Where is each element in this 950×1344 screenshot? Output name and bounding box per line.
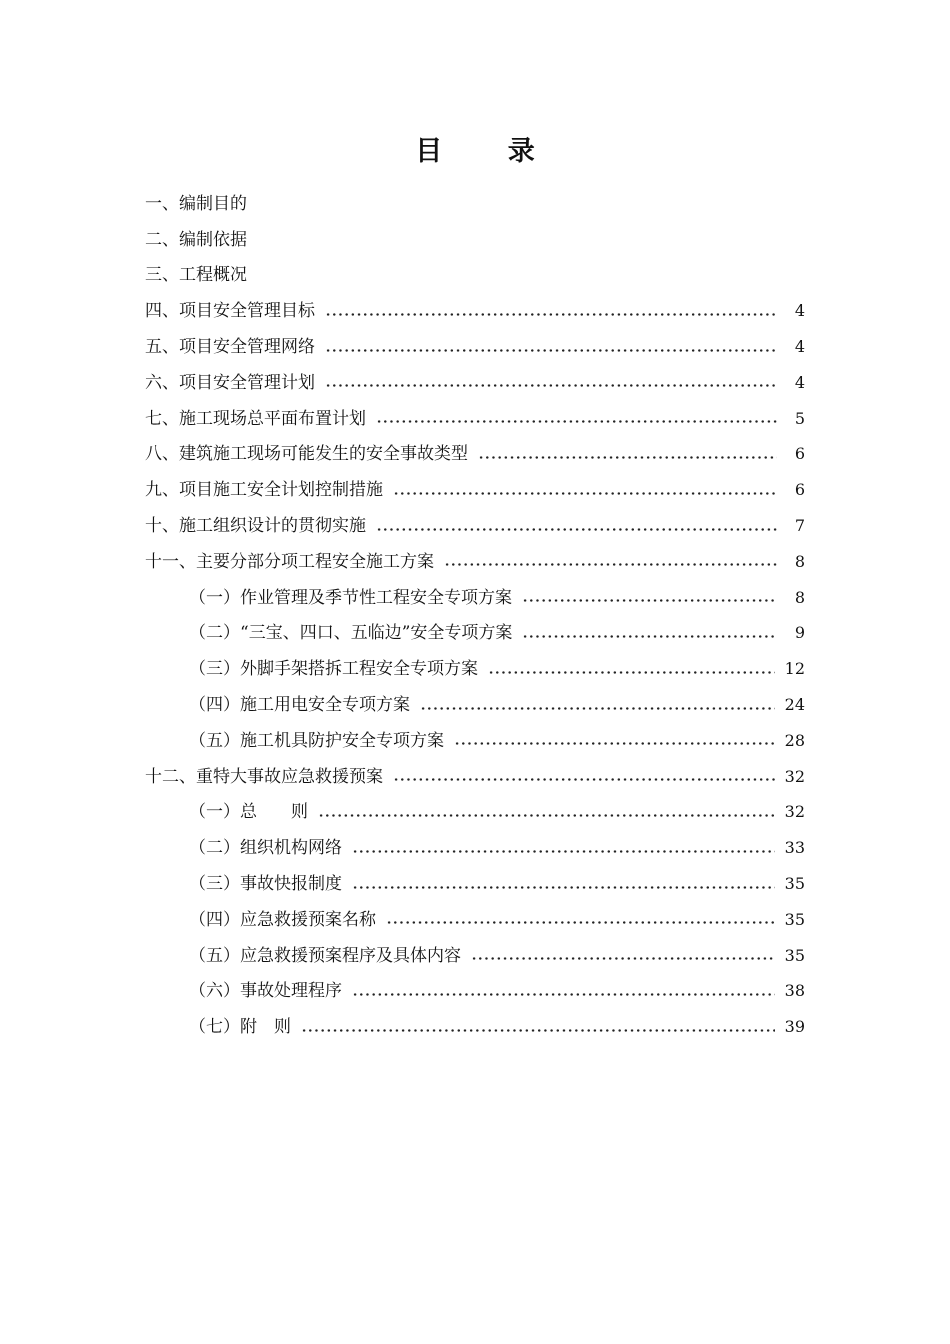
- toc-entry-page-number: 12: [784, 659, 805, 679]
- toc-entry-label: 十一、主要分部分项工程安全施工方案: [145, 551, 434, 572]
- toc-entry-page-number: 32: [784, 802, 805, 822]
- toc-entry-page-number: 7: [794, 516, 805, 536]
- toc-entry-label: （三）事故快报制度: [189, 874, 342, 895]
- toc-entry[interactable]: [145, 437, 805, 473]
- toc-entry-page-number: 6: [794, 444, 805, 464]
- toc-entry-page-number: 38: [784, 981, 805, 1001]
- toc-dot-leader: [471, 957, 775, 960]
- table-of-contents: [145, 186, 805, 1045]
- toc-entry-label: 三、工程概况: [145, 265, 247, 286]
- toc-entry-label: 一、编制目的: [145, 193, 247, 214]
- toc-entry[interactable]: [145, 508, 805, 544]
- toc-entry-label: （六）事故处理程序: [189, 981, 342, 1002]
- toc-entry[interactable]: [145, 293, 805, 329]
- toc-entry-label: 六、项目安全管理计划: [145, 372, 315, 393]
- toc-entry-page-number: 8: [794, 587, 805, 607]
- toc-entry[interactable]: [145, 795, 805, 831]
- toc-entry-label: （二）组织机构网络: [189, 838, 342, 859]
- toc-entry-label: 四、项目安全管理目标: [145, 301, 315, 322]
- toc-entry-page-number: 35: [784, 945, 805, 965]
- toc-entry[interactable]: [145, 651, 805, 687]
- toc-entry-label: 十、施工组织设计的贯彻实施: [145, 516, 366, 537]
- toc-entry-label: （三）外脚手架搭拆工程安全专项方案: [189, 659, 478, 680]
- toc-entry-label: （一）作业管理及季节性工程安全专项方案: [189, 587, 512, 608]
- toc-entry-label: 八、建筑施工现场可能发生的安全事故类型: [145, 444, 468, 465]
- toc-entry-page-number: 35: [784, 909, 805, 929]
- toc-dot-leader: [444, 563, 777, 566]
- toc-entry[interactable]: [145, 401, 805, 437]
- toc-entry[interactable]: [145, 616, 805, 652]
- toc-entry[interactable]: [145, 866, 805, 902]
- toc-entry[interactable]: [145, 759, 805, 795]
- toc-entry-label: （五）应急救援预案程序及具体内容: [189, 945, 461, 966]
- toc-dot-leader: [522, 599, 777, 602]
- toc-dot-leader: [352, 850, 775, 853]
- toc-entry-page-number: 6: [794, 480, 805, 500]
- toc-entry-page-number: 5: [794, 408, 805, 428]
- toc-entry-page-number: 9: [794, 623, 805, 643]
- toc-entry[interactable]: [145, 186, 805, 222]
- toc-entry[interactable]: [145, 830, 805, 866]
- toc-entry[interactable]: [145, 544, 805, 580]
- toc-entry[interactable]: [145, 723, 805, 759]
- toc-entry-page-number: 8: [794, 551, 805, 571]
- toc-entry-page-number: 32: [784, 766, 805, 786]
- toc-entry[interactable]: [145, 365, 805, 401]
- toc-entry[interactable]: [145, 258, 805, 294]
- toc-entry[interactable]: [145, 472, 805, 508]
- toc-dot-leader: [325, 384, 777, 387]
- toc-entry-label: 十二、重特大事故应急救援预案: [145, 766, 383, 787]
- toc-entry-label: 二、编制依据: [145, 229, 247, 250]
- toc-entry[interactable]: [145, 329, 805, 365]
- toc-dot-leader: [325, 313, 777, 316]
- toc-dot-leader: [454, 742, 775, 745]
- toc-entry-label: （四）应急救援预案名称: [189, 909, 376, 930]
- page-title: 目 录: [415, 136, 563, 167]
- toc-dot-leader: [393, 492, 777, 495]
- toc-entry-label: 九、项目施工安全计划控制措施: [145, 480, 383, 501]
- toc-entry-label: （七）附 则: [189, 1017, 291, 1038]
- toc-dot-leader: [522, 635, 777, 638]
- toc-dot-leader: [488, 671, 775, 674]
- toc-entry-page-number: 35: [784, 874, 805, 894]
- toc-entry-page-number: 39: [784, 1017, 805, 1037]
- toc-entry-page-number: 4: [794, 337, 805, 357]
- toc-entry[interactable]: [145, 902, 805, 938]
- toc-entry-page-number: 4: [794, 372, 805, 392]
- toc-entry-label: 五、项目安全管理网络: [145, 337, 315, 358]
- toc-entry-page-number: 28: [784, 730, 805, 750]
- toc-dot-leader: [420, 707, 775, 710]
- toc-dot-leader: [352, 993, 775, 996]
- toc-entry[interactable]: [145, 687, 805, 723]
- toc-dot-leader: [318, 814, 775, 817]
- toc-entry[interactable]: [145, 222, 805, 258]
- toc-entry-page-number: 24: [784, 695, 805, 715]
- toc-entry-page-number: 33: [784, 838, 805, 858]
- toc-entry[interactable]: [145, 974, 805, 1010]
- toc-dot-leader: [478, 456, 777, 459]
- toc-entry-page-number: 4: [794, 301, 805, 321]
- toc-dot-leader: [352, 886, 775, 889]
- toc-entry-label: （四）施工用电安全专项方案: [189, 695, 410, 716]
- toc-entry-label: （二）“三宝、四口、五临边”安全专项方案: [189, 623, 513, 644]
- toc-entry[interactable]: [145, 1009, 805, 1045]
- toc-dot-leader: [393, 778, 775, 781]
- toc-entry-label: （五）施工机具防护安全专项方案: [189, 730, 444, 751]
- toc-dot-leader: [386, 921, 775, 924]
- toc-dot-leader: [325, 349, 777, 352]
- toc-dot-leader: [376, 420, 777, 423]
- toc-dot-leader: [376, 528, 777, 531]
- toc-entry[interactable]: [145, 580, 805, 616]
- toc-dot-leader: [301, 1029, 775, 1032]
- toc-entry[interactable]: [145, 938, 805, 974]
- toc-entry-label: 七、施工现场总平面布置计划: [145, 408, 366, 429]
- toc-entry-label: （一）总 则: [189, 802, 308, 823]
